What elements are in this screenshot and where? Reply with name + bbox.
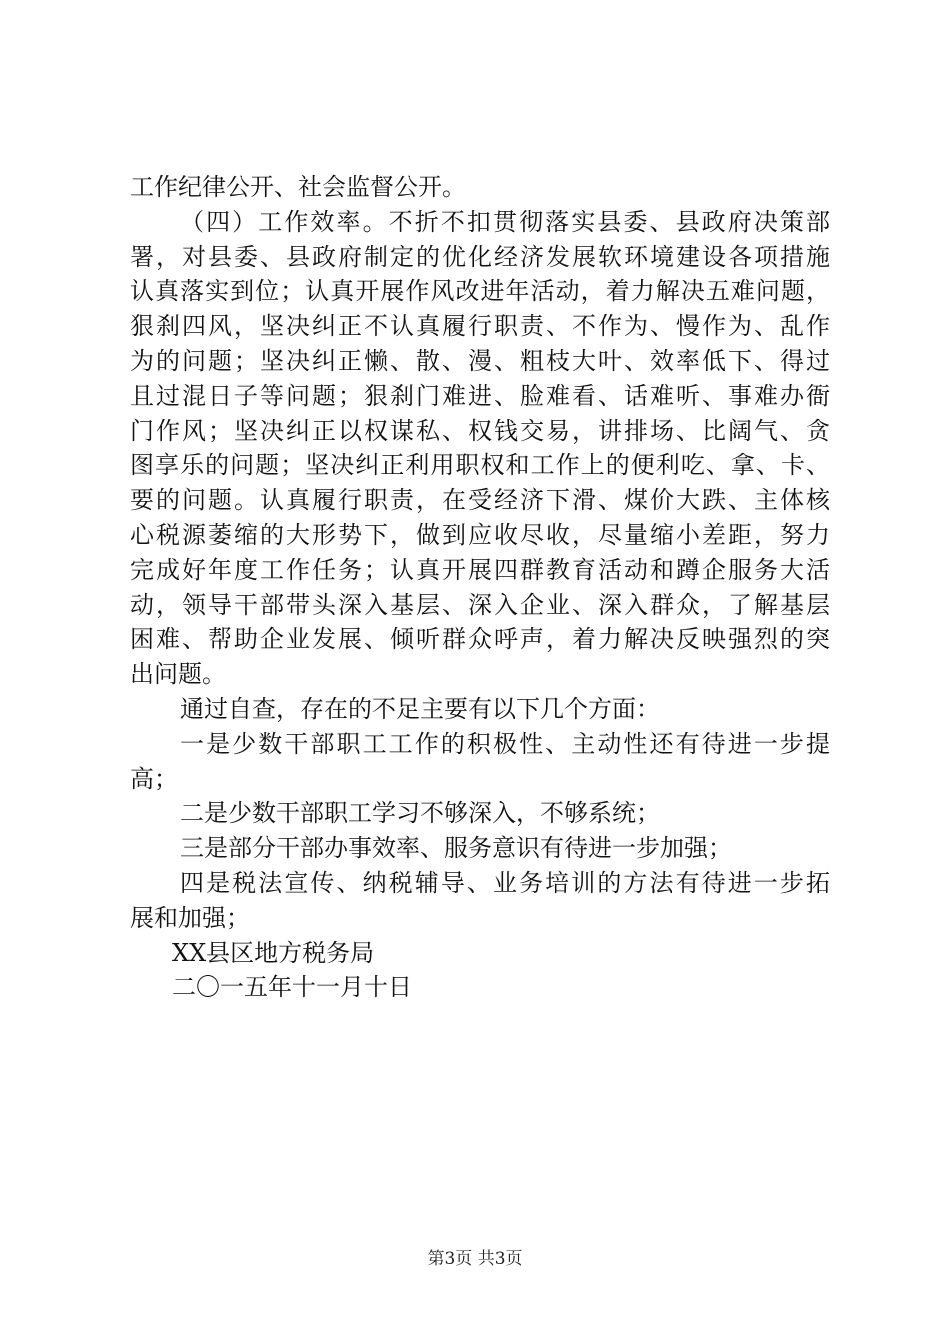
signature-organization: XX县区地方税务局 xyxy=(172,938,375,967)
text-line: 高； xyxy=(130,764,178,793)
text-line: 完成好年度工作任务；认真开展四群教育活动和蹲企服务大活 xyxy=(130,555,830,584)
text-line: 展和加强； xyxy=(130,903,250,932)
text-line: 三是部分干部办事效率、服务意识有待进一步加强； xyxy=(180,834,732,863)
text-line: 工作纪律公开、社会监督公开。 xyxy=(130,173,466,201)
text-line: 一是少数干部职工工作的积极性、主动性还有待进一步提 xyxy=(180,729,830,758)
text-line: 要的问题。认真履行职责，在受经济下滑、煤价大跌、主体核 xyxy=(130,486,830,515)
text-line: 为的问题；坚决纠正懒、散、漫、粗枝大叶、效率低下、得过 xyxy=(130,346,830,375)
text-line: 二是少数干部职工学习不够深入，不够系统； xyxy=(180,799,660,828)
text-line: 四是税法宣传、纳税辅导、业务培训的方法有待进一步拓 xyxy=(180,868,830,897)
text-line: 图享乐的问题；坚决纠正利用职权和工作上的便利吃、拿、卡、 xyxy=(130,451,830,480)
text-line: 困难、帮助企业发展、倾听群众呼声，着力解决反映强烈的突 xyxy=(130,625,830,654)
text-line: （四）工作效率。不折不扣贯彻落实县委、县政府决策部 xyxy=(180,207,830,236)
page-footer: 第3页 共3页 xyxy=(427,1249,523,1269)
text-line: 署，对县委、县政府制定的优化经济发展软环境建设各项措施 xyxy=(130,242,830,271)
text-line: 出问题。 xyxy=(130,660,226,689)
text-line: 门作风；坚决纠正以权谋私、权钱交易，讲排场、比阔气、贪 xyxy=(130,416,830,445)
signature-date: 二〇一五年十一月十日 xyxy=(172,973,412,1002)
text-line: 认真落实到位；认真开展作风改进年活动，着力解决五难问题， xyxy=(130,277,830,306)
text-line: 且过混日子等问题；狠刹门难进、脸难看、话难听、事难办衙 xyxy=(130,381,830,410)
text-line: 动，领导干部带头深入基层、深入企业、深入群众，了解基层 xyxy=(130,590,830,619)
text-line: 通过自查，存在的不足主要有以下几个方面： xyxy=(180,694,660,723)
text-line: 心税源萎缩的大形势下，做到应收尽收，尽量缩小差距，努力 xyxy=(130,520,830,549)
text-line: 狠刹四风，坚决纠正不认真履行职责、不作为、慢作为、乱作 xyxy=(130,312,830,341)
document-body xyxy=(130,170,830,1005)
